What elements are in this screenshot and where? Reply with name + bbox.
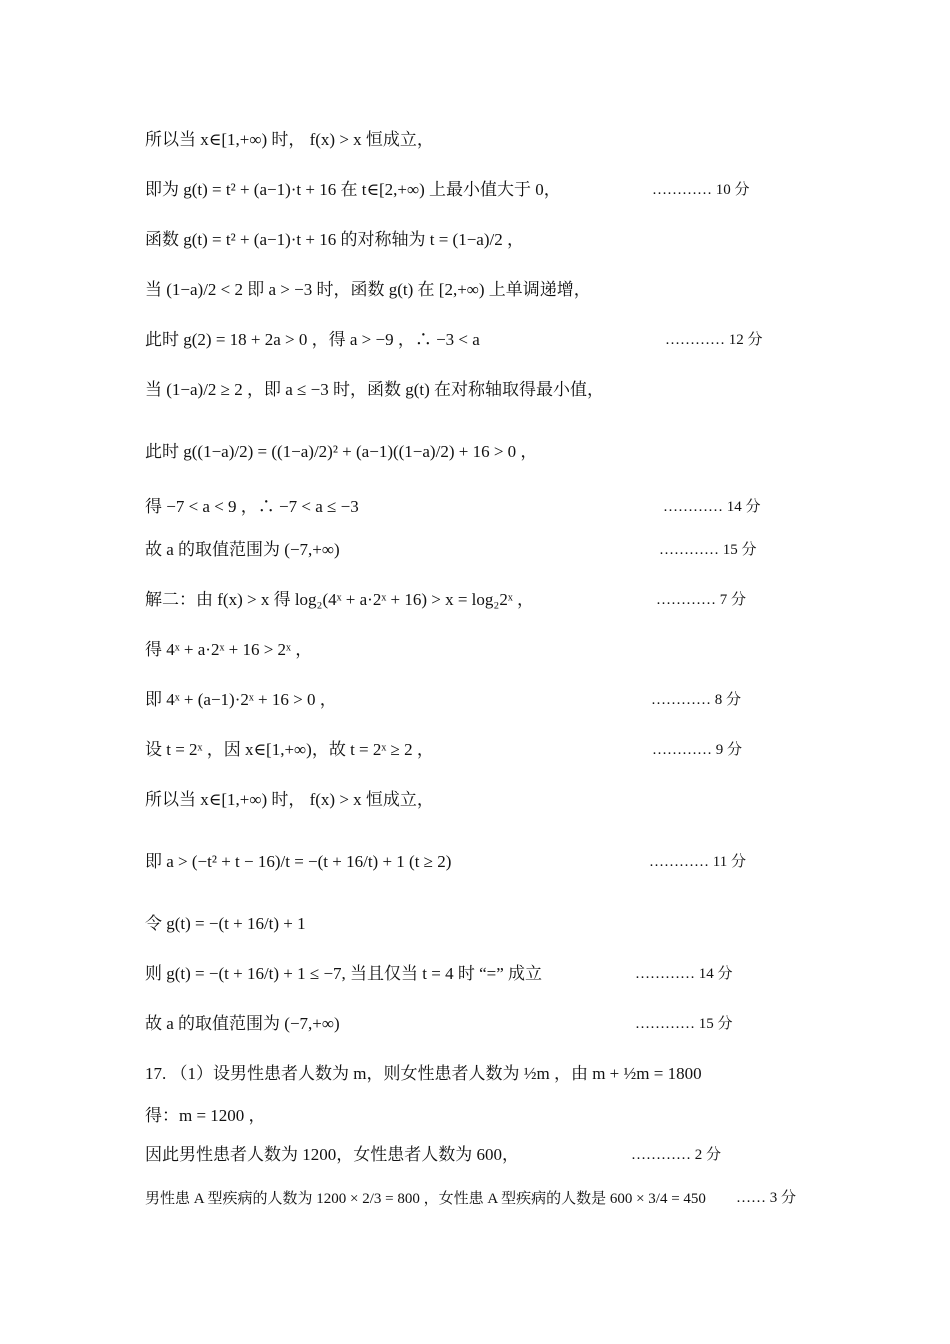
score-mark: …… 3 分 bbox=[736, 1190, 797, 1206]
score-mark: ………… 8 分 bbox=[651, 692, 742, 708]
solution-line: 所以当 x∈[1,+∞) 时， f(x) > x 恒成立， bbox=[145, 790, 434, 809]
solution-line: 男性患 A 型疾病的人数为 1200 × 2/3 = 800 ，女性患 A 型疾病的人数是 600 × 3/4 = 450 bbox=[145, 1191, 706, 1207]
score-mark: ………… 12 分 bbox=[665, 332, 763, 348]
solution-line: 即 4ˣ + (a−1)·2ˣ + 16 > 0 ， bbox=[145, 690, 337, 709]
score-mark: ………… 14 分 bbox=[635, 966, 733, 982]
solution-line: 设 t = 2ˣ ，因 x∈[1,+∞)，故 t = 2ˣ ≥ 2 ， bbox=[145, 740, 434, 759]
score-mark: ………… 9 分 bbox=[652, 742, 743, 758]
solution-line: 得 −7 < a < 9 ，∴ −7 < a ≤ −3 bbox=[145, 497, 359, 516]
solution-line: 即为 g(t) = t² + (a−1)·t + 16 在 t∈[2,+∞) 上最小值大于 0， bbox=[145, 180, 561, 199]
solution-line: 令 g(t) = −(t + 16/t) + 1 bbox=[145, 914, 306, 933]
score-mark: ………… 15 分 bbox=[659, 542, 757, 558]
solution-line: 此时 g(2) = 18 + 2a > 0 ，得 a > −9 ，∴ −3 < a bbox=[145, 330, 480, 349]
solution-line: 得 4ˣ + a·2ˣ + 16 > 2ˣ ， bbox=[145, 640, 313, 659]
solution-line: 函数 g(t) = t² + (a−1)·t + 16 的对称轴为 t = (1−a)/2 ， bbox=[145, 230, 524, 249]
score-mark: ………… 11 分 bbox=[649, 854, 746, 870]
solution-line: 得：m = 1200 ， bbox=[145, 1106, 266, 1125]
solution-line: 当 (1−a)/2 < 2 即 a > −3 时，函数 g(t) 在 [2,+∞) 上单调递增， bbox=[145, 280, 591, 299]
solution-line: 即 a > (−t² + t − 16)/t = −(t + 16/t) + 1 (t ≥ 2) bbox=[145, 852, 452, 871]
score-mark: ………… 7 分 bbox=[656, 592, 747, 608]
score-mark: ………… 15 分 bbox=[635, 1016, 733, 1032]
score-mark: ………… 2 分 bbox=[631, 1147, 722, 1163]
problem-17-statement: 17. （1）设男性患者人数为 m，则女性患者人数为 ½m ，由 m + ½m = 1800 bbox=[145, 1064, 702, 1083]
solution-line: 则 g(t) = −(t + 16/t) + 1 ≤ −7, 当且仅当 t = 4 时 “=” 成立 bbox=[145, 964, 543, 983]
solution-line: 故 a 的取值范围为 (−7,+∞) bbox=[145, 1014, 340, 1033]
score-mark: ………… 14 分 bbox=[663, 499, 761, 515]
solution-line: 当 (1−a)/2 ≥ 2 ，即 a ≤ −3 时，函数 g(t) 在对称轴取得最小值， bbox=[145, 380, 605, 399]
solution-line: 故 a 的取值范围为 (−7,+∞) bbox=[145, 540, 340, 559]
score-mark: ………… 10 分 bbox=[652, 182, 750, 198]
solution-line: 解二：由 f(x) > x 得 log₂(4ˣ + a·2ˣ + 16) > x = log₂2ˣ ， bbox=[145, 590, 534, 609]
solution-line: 此时 g((1−a)/2) = ((1−a)/2)² + (a−1)((1−a)/2) + 16 > 0 ， bbox=[145, 442, 538, 461]
solution-line: 因此男性患者人数为 1200，女性患者人数为 600， bbox=[145, 1145, 519, 1164]
solution-line: 所以当 x∈[1,+∞) 时， f(x) > x 恒成立， bbox=[145, 130, 434, 149]
